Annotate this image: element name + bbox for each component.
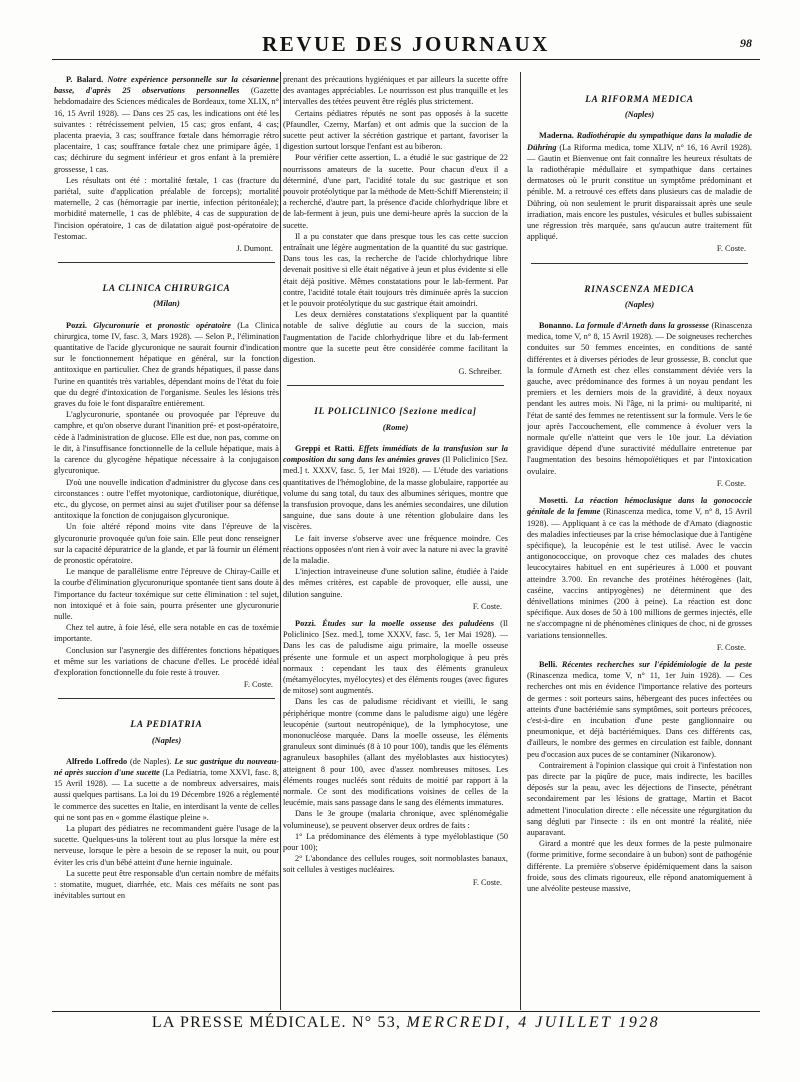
paragraph: Il a pu constater que dans presque tous les cas cette succion entraînait une légère augmentation de la quantité du suc gastrique. Dans tous les cas, la recherche de l'acide chlorhydrique libre devenait positive si elle était négative à jeun et plus évidente si elle était déjà positive. Mêmes constatations pour le lab-ferment. Par contre, l'acidité totale était toujours très diminuée après la succion et le pouvoir protéolytique du suc gastrique était amoindri.: [283, 231, 508, 309]
journal-heading: LA CLINICA CHIRURGICA: [102, 283, 231, 294]
paragraph: Un foie altéré répond moins vite dans l'épreuve de la glycuronurie provoquée qu'un foie sain. Elle peut donc renseigner sur la capacité dépuratrice de la glande, et par là fournir un élément de pronostic opératoire.: [54, 522, 279, 565]
header-rule: [52, 59, 760, 60]
article-pozzi-2: [283, 618, 508, 696]
article-author: Greppi et Ratti.: [295, 443, 355, 453]
paragraph: La plupart des pédiatres ne recommandent guère l'usage de la sucette. Quelques-uns la tolèrent tout au plus lorsque la mère est nerveuse, lorsque le père a besoin de se reposer la nuit, ou pour éviter les cris d'un bébé atteint d'une hernie inguinale.: [54, 823, 279, 867]
article-bonanno: [527, 320, 752, 477]
paragraph: Le manque de parallélisme entre l'épreuve de Chiray-Caille et la courbe d'élimination glycuronurique spontanée tient sans doute à l'importance du facteur toxémique sur cette élimination : tel sujet, non intoxiqué et à foie sain, pourra présenter une glycuronurie nulle.: [54, 567, 279, 621]
page-number: 98: [740, 36, 752, 50]
paragraph: Le fait inverse s'observe avec une fréquence moindre. Ces réactions opposées n'ont rien à voir avec la nature ni avec la gravité de la maladie.: [283, 533, 508, 565]
article-author: P. Balard.: [66, 75, 104, 84]
paragraph: Dans le 3e groupe (malaria chronique, avec splénomégalie volumineuse), se peuvent observer deux ordres de faits :: [283, 809, 508, 830]
article-title: Récentes recherches sur l'épidémiologie de la peste: [561, 659, 752, 669]
article-title: La réaction hémoclasique dans la gonococcie génitale de la femme: [527, 496, 752, 517]
article-maderna: [527, 130, 752, 242]
article-author: Mosetti.: [539, 496, 568, 506]
signature: F. Coste.: [243, 680, 273, 690]
signature: F. Coste.: [716, 244, 746, 254]
article-text: (Rinascenza medica, tome V, n° 8, 15 Avril 1928). — Appliquant à ce cas la méthode de d'Amato (diagnostic des maladies infectieuses par la crise hémoclasique due à l'antigène spécifique), la leucopénie est le test utilisé. Avec le vaccin antigonococcique, on provoque chez ces malades des chutes leucocytaires habituel en ent supérieures à 1.000 et pouvant atteindre 3.700. En revanche des protéines hétérogènes (lait, caséine, vaccins antipyogènes) ne déterminent que des dénivellations minimes (200 à peine). La réaction est donc spécifique. Aux doses de 50 à 100 millions de germes injectés, elle ne s'accompagne ni de phénomènes cliniques de choc, ni de grosses variations tensionnelles.: [527, 507, 752, 640]
footer-issue: N° 53,: [351, 1014, 402, 1031]
article-title: La formule d'Arneth dans la grossesse: [575, 321, 709, 331]
signature: J. Dumont.: [236, 244, 273, 254]
column-2: [283, 74, 508, 1010]
separator-rule: [58, 698, 275, 699]
journal-heading: RINASCENZA MEDICA: [584, 283, 695, 294]
paragraph: Girard a montré que les deux formes de la peste pulmonaire (forme primitive, forme secondaire à un bubon) sont de pathogénie différente. La première s'observe épidémiquement dans la saison froide, sous des climats rigoureux, elle répond anatomiquement à une alvéolite pesteuse massive,: [527, 839, 752, 893]
column-rule-2: [520, 72, 521, 1010]
separator-rule: [531, 263, 748, 264]
article-text: (Gazette hebdomadaire des Sciences médicales de Bordeaux, tome XLIX, n° 16, 15 Avril 1928). — Dans ces 25 cas, les indications ont été les suivantes : rétrécissement pelvien, 15 cas; gros enfant, 4 cas; placenta praevia, 3 cas; souffrance fœtale dans hémorragie rétro placentaire, 1 cas; souffrance fœtale chez une primipare âgée, 1 cas; déchirure du segment inférieur et gros enfant à la première grossesse, 1 cas.: [54, 86, 279, 174]
article-author: Alfredo Loffredo: [66, 756, 128, 766]
article-author: Maderna.: [539, 131, 574, 141]
paragraph: L'aglycuronurie, spontanée ou provoquée par l'épreuve du camphre, et qu'on observe durant l'inanition pré- et post-opératoire, cède à l'administration de glucose. Elle est due, non pas, comme on le dit, à l'insuffisance fonctionnelle de la cellule hépatique, mais à la carence du glycogène hépatique nécessaire à la conjugaison glycuronique.: [54, 410, 279, 476]
article-text: (Rinascenza medica, tome V, n° 11, 1er Juin 1928). — Ces recherches ont mis en évidence l'importance relative des porteurs de germes : soit porteurs sains, hébergeant des puces infectées ou atteints d'une bactériémie sans symptômes, soit porteurs précoces, c'est-à-dire en incubation d'une peste ganglionnaire ou pneumonique, et déjà bactériémiques. Dans ces différents cas, d'ailleurs, le nombre des germes en circulation est faible, donnant peu d'occasion aux puces de se contaminer (Nikaronow).: [527, 671, 752, 759]
footer-date: MERCREDI, 4 JUILLET 1928: [406, 1014, 661, 1031]
article-title: Glycuronurie et pronostic opératoire: [93, 320, 231, 330]
paragraph: La sucette peut être responsable d'un certain nombre de méfaits : stomatite, muguet, diarrhée, etc. Mais ces méfaits ne sont pas inévitables surtout en: [54, 868, 279, 901]
journal-heading: IL POLICLINICO [Sezione medica]: [314, 406, 477, 417]
footer-line: [52, 1014, 760, 1032]
article-belli: [527, 659, 752, 760]
column-rule-1: [280, 72, 281, 1010]
separator-rule: [287, 385, 504, 386]
paragraph: Pour vérifier cette assertion, L. a étudié le suc gastrique de 22 nourrissons amateurs de la sucette. Pour chacun d'eux il a déterminé, d'une part, l'acidité totale du suc gastrique et son pouvoir protéolytique par la méthode de Mett-Schiff Mierenstein; il a recherché, d'autre part, la présence d'acide chlorhydrique libre et de lab-ferment à jeun, puis une demi-heure après la succion de la sucette.: [283, 153, 508, 230]
article-title: Radiothérapie du sympathique dans la maladie de Dühring: [527, 131, 752, 152]
article-text: (Rinascenza medica, tome V, n° 8, 15 Avril 1928). — De soigneuses recherches conduites sur 50 femmes enceintes, en conditions de santé différentes et à diverses périodes de leur grossesse, B. conclut que la formule d'Arneth est chez elles constamment déviée vers la gauche, avec prédominance des formes à un noyau pendant les premiers et les derniers mois de la gravidité, à deux noyaux pendant les autres mois. Ni l'âge, ni la primi- ou multiparité, ni l'état de santé des femmes ne retentissent sur la formule. Vers le 6e jour après l'accouchement, elle commence à évoluer vers la normale qu'elle n'atteint que vers le 10e jour. La déviation gravidique dépend d'une suractivité médullaire entretenue par l'augmentation des besoins hémopoïétiques et par l'intoxication ovulaire.: [527, 321, 752, 476]
paragraph: prenant des précautions hygiéniques et par ailleurs la sucette offre des avantages appréciables. Le nourrisson est plus tranquille et les intervalles des tétées peuvent être réglés plus strictement.: [283, 75, 508, 107]
paragraph: Conclusion sur l'asynergie des différentes fonctions hépatiques et même sur les variations de chacune d'elles. Le procédé idéal d'exploration fonctionnelle du foie reste à trouver.: [54, 645, 279, 677]
article-text: (La Riforma medica, tome XLIV, n° 16, 16 Avril 1928). — Gautin et Bienvenue ont fait connaître les heureux résultats de la radiothérapie médullaire et sympathique dans certaines dermatoses où le prurit constitue un symptôme prédominant et pénible. M. a retrouvé ces effets dans plusieurs cas de maladie de Dühring, où non seulement le prurit disparaissait après une seule irradiation, mais encore les pustules, vésicules et bulles subissaient une régression très marquée, sans qu'aucun autre traitement fût appliqué.: [527, 142, 752, 242]
article-author: Pozzi.: [66, 320, 87, 330]
journal-city: (Naples): [151, 735, 182, 745]
paragraph: D'où une nouvelle indication d'administrer du glycose dans ces circonstances : outre l'effet myotonique, cardiotonique, diurétique, etc., du glycose, on permet ainsi au sujet d'utiliser pour sa défense antitoxique la fonction de conjugaison glycuronique.: [54, 477, 279, 521]
journal-city: (Naples): [624, 299, 655, 309]
article-greppi: [283, 443, 508, 533]
signature: F. Coste.: [472, 601, 502, 611]
article-mosetti: [527, 495, 752, 641]
journal-city: (Naples): [624, 110, 655, 120]
paragraph: Les résultats ont été : mortalité fœtale, 1 cas (fracture du pariétal, suite d'application préalable de forceps); mortalité maternelle, 2 cas (hémorragie par inertie, infection péritonéale); morbidité maternelle, 1 cas de phlébite, 4 cas de suppuration de l'incision opératoire, 1 cas de dilatation aiguë post-opératoire de l'estomac.: [54, 175, 279, 241]
article-affiliation: (de Naples).: [130, 756, 172, 766]
signature: F. Coste.: [472, 877, 502, 887]
column-3: [527, 74, 752, 1010]
article-text: (Il Policlinico [Sez. med.] t. XXXV, fasc. 5, 1er Mai 1928). — L'étude des variations quantitatives de l'hémoglobine, de la masse globulaire, rapportée au volume du sang total, du taux des albumines sériques, montre que la transfusion provoque, dans les anémies secondaires, une dilution sanguine, due sans doute à une rétention globulaire dans les viscères.: [283, 455, 508, 532]
journal-heading: LA RIFORMA MEDICA: [585, 94, 694, 104]
article-balard: [54, 74, 279, 175]
separator-rule: [58, 262, 275, 263]
article-text: (Il Policlinico [Sez. med.], tome XXXV, fasc. 5, 1er Mai 1928). — Dans les cas de paludisme aigu primaire, la moelle osseuse présente une formule et un aspect morphologique à peu près normaux : cependant les taux des éléments granuleux (métamyélocytes, myélocytes) et des éléments rouges (avec figures de mitose) sont augmentés.: [283, 618, 508, 696]
paragraph: L'injection intraveineuse d'une solution saline, étudiée à l'aide des mêmes critères, est capable de provoquer, elle aussi, une dilution sanguine.: [283, 567, 508, 599]
article-author: Bonanno.: [539, 321, 573, 331]
footer-journal: LA PRESSE MÉDICALE.: [151, 1014, 347, 1031]
article-title: Le suc gastrique du nouveau-né après succion d'une sucette: [54, 756, 279, 777]
journal-city: (Rome): [382, 422, 409, 432]
column-1: [54, 74, 279, 1010]
paragraph: Chez tel autre, à foie lésé, elle sera notable en cas de toxémie importante.: [54, 623, 279, 644]
article-title: Notre expérience personnelle sur la césarienne basse, d'après 25 observations personnelles: [54, 75, 279, 96]
paragraph: Certains pédiatres réputés ne sont pas opposés à la sucette (Pfaundler, Czerny, Marfan) et ont admis que la succion de la sucette peut activer la sécrétion gastrique et partant, favoriser la digestion surtout lorsque l'enfant est au biberon.: [283, 108, 508, 152]
article-pozzi: [54, 320, 279, 410]
paragraph: Les deux dernières constatations s'expliquent par la quantité notable de salive déglutie au cours de la succion, mais l'augmentation de l'acide chlorhydrique libre et du lab-ferment montre que la sucette peut être considérée comme facilitant la digestion.: [283, 310, 508, 365]
article-title: Effets immédiats de la transfusion sur la composition du sang dans les anémies graves: [283, 443, 508, 465]
footer-rule: [52, 1011, 760, 1012]
article-author: Pozzi.: [295, 618, 316, 628]
signature: G. Schreiber.: [458, 367, 502, 377]
paragraph: Dans les cas de paludisme récidivant et vieilli, le sang périphérique montre (comme dans le paludisme aigu) une légère leucopénie (surtout neutropénique), de la lymphocytose, une mononucléose marquée. Dans la moelle osseuse, les éléments granuleux sont diminués (8 à 10 pour 100), tandis que les éléments agranuleux basophiles (allant des myéloblastes aux histiocytes) atteignent 8 pour 100, avec d'assez nombreuses mitoses. Les éléments rouges nucléés sont réduits de moitié par rapport à la normale. Ce sont des modifications voisines de celles de la leucémie, mais sans passage dans le sang des éléments immatures.: [283, 697, 508, 808]
signature: F. Coste.: [716, 642, 746, 652]
paragraph: 1° La prédominance des éléments à type myéloblastique (50 pour 100);: [283, 831, 508, 852]
journal-heading: LA PEDIATRIA: [130, 719, 203, 730]
paragraph: 2° L'abondance des cellules rouges, soit normoblastes banaux, soit cellules à vestiges nucléaires.: [283, 854, 508, 875]
page-header: [52, 32, 760, 62]
article-loffredo: [54, 756, 279, 823]
running-title: REVUE DES JOURNAUX: [262, 32, 550, 56]
signature: F. Coste.: [716, 478, 746, 488]
article-author: Belli.: [539, 659, 558, 669]
article-text: (La Pediatria, tome XXVI, fasc. 8, 15 Avril 1928). — La sucette a de nombreux adversaires, mais aussi quelques partisans. La loi du 19 Décembre 1926 a réglementé le commerce des sucettes en Italie, en interdisant la vente de celles qui ne sont pas en « gomme élastique pleine ».: [54, 767, 279, 822]
page-footer: [52, 1014, 760, 1038]
article-title: Études sur la moelle osseuse des paludéens: [322, 618, 495, 628]
article-text: (La Clinica chirurgica, tome IV, fasc. 3, Mars 1928). — Selon P., l'élimination quantitative de l'acide glycuronique ne saurait fournir d'indication sur le fonctionnement hépatique en général, sur la fonction antitoxique en particulier. Chez de grands hépatiques, il passe dans l'urine en quantités très variables, dépendant moins de l'état du foie que du degré d'intoxication de l'organisme. Seules les lésions très graves du foie le font disparaître entièrement.: [54, 320, 279, 409]
journal-city: (Milan): [153, 299, 180, 309]
paragraph: Contrairement à l'opinion classique qui croit à l'infestation non pas directe par la piqûre de puce, mais indirecte, les bacilles déposés sur la peau, avec les déjections de l'insecte, pénétrant secondairement par les lésions de grattage, Martin et Bacot admettent l'inoculation directe : elle nécessite une régurgitation du sang dégluti par l'insecte : ils en ont montré la réalité, niée auparavant.: [527, 760, 752, 837]
